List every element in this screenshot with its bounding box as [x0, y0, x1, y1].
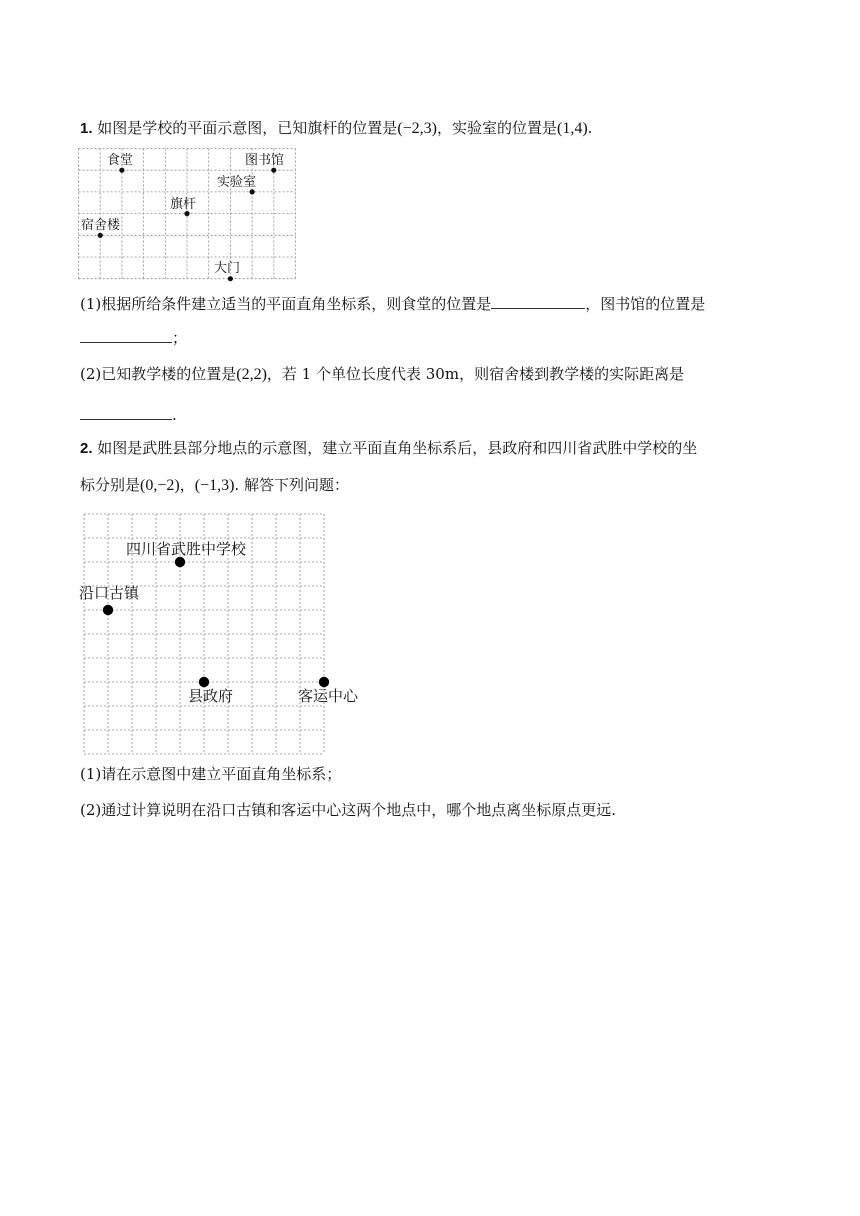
q2-place-dot [103, 605, 113, 615]
q1-place-label: 图书馆 [245, 153, 285, 168]
q2-county-map [78, 512, 359, 756]
distance-answer-blank[interactable] [80, 405, 172, 420]
q1-stem-c: . [587, 119, 593, 137]
q2-places [79, 540, 359, 705]
q1-stem [80, 118, 592, 139]
q1-part2-c: . [172, 406, 177, 424]
q1-place-label: 食堂 [107, 153, 134, 168]
q2-place-label: 沿口古镇 [79, 584, 140, 602]
q2-stem-b: 标分别是 [80, 476, 141, 494]
q2-place-label: 四川省武胜中学校 [126, 540, 247, 558]
q1-teach-coord: (2,2) [236, 366, 267, 383]
q1-place-label: 旗杆 [170, 197, 197, 212]
q2-stem-a: 如图是武胜县部分地点的示意图，建立平面直角坐标系后，县政府和四川省武胜中学校的坐 [97, 439, 698, 457]
q2-place-label: 客运中心 [298, 687, 359, 705]
canteen-answer-blank[interactable] [491, 294, 585, 309]
q1-place-dot [119, 168, 124, 173]
q1-place-label: 宿舍楼 [81, 218, 121, 233]
q2-school-coord: (−1,3) [194, 477, 235, 494]
q2-place-dot [199, 677, 209, 687]
q1-part1 [80, 294, 705, 314]
q1-stem-a: 如图是学校的平面示意图，已知旗杆的位置是 [97, 119, 398, 137]
q1-school-map [78, 148, 296, 282]
q1-stem-b: ，实验室的位置是 [437, 119, 558, 137]
q2-place-dot [175, 557, 185, 567]
q1-places [81, 152, 284, 281]
q2-sep: ， [179, 476, 195, 494]
q1-lab-coord: (1,4) [557, 120, 588, 137]
q2-part1: (1)请在示意图中建立平面直角坐标系； [80, 765, 342, 783]
q2-place-label: 县政府 [188, 687, 234, 705]
q2-part2: (2)通过计算说明在沿口古镇和客运中心这两个地点中，哪个地点离坐标原点更远. [80, 801, 617, 819]
q1-part2-a: (2)已知教学楼的位置是 [80, 365, 237, 383]
q1-place-dot [228, 276, 233, 281]
q1-place-label: 实验室 [217, 175, 257, 190]
q1-part1-a: (1)根据所给条件建立适当的平面直角坐标系，则食堂的位置是 [80, 295, 492, 313]
q1-place-dot [98, 233, 103, 238]
q1-part2-cont [80, 405, 177, 425]
q2-stem-c: . 解答下列问题： [234, 476, 349, 494]
q1-place-dot [271, 168, 276, 173]
q1-part2-b: ，若 1 个单位长度代表 30m，则宿舍楼到教学楼的实际距离是 [266, 365, 685, 383]
q2-place-dot [319, 677, 329, 687]
q1-part1-b: ，图书馆的位置是 [585, 295, 706, 313]
q2-stem-cont [80, 475, 349, 496]
q1-part1-c: ； [172, 329, 188, 347]
q1-part2 [80, 364, 684, 385]
q2-gov-coord: (0,−2) [140, 477, 180, 494]
library-answer-blank[interactable] [80, 328, 172, 343]
q2-number: 2. [80, 440, 93, 457]
q1-place-dot [250, 189, 255, 194]
q1-part1-cont [80, 328, 187, 348]
q2-stem [80, 438, 697, 459]
q1-place-label: 大门 [214, 261, 241, 276]
q1-number: 1. [80, 120, 93, 137]
q1-flag-coord: (−2,3) [397, 120, 437, 137]
